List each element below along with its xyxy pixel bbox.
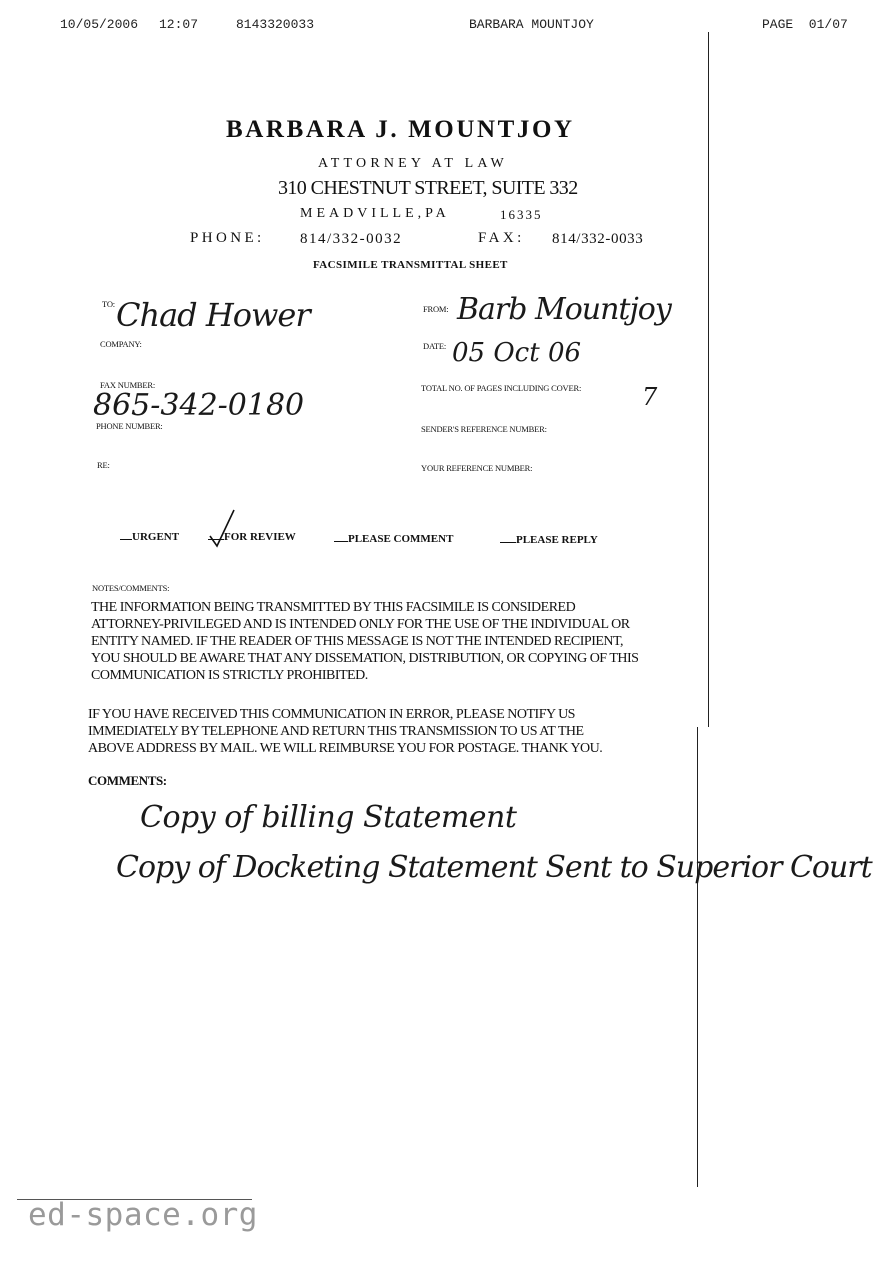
notice-line: ENTITY NAMED. IF THE READER OF THIS MESSAGE IS NOT THE INTENDED RECIPIENT, xyxy=(91,634,624,649)
for-review-label: FOR REVIEW xyxy=(224,531,296,543)
company-label: COMPANY: xyxy=(100,339,142,349)
urgent-checkbox xyxy=(120,539,132,540)
checkmark-icon xyxy=(207,508,237,548)
please-reply-option xyxy=(500,534,598,546)
from-label: FROM: xyxy=(423,304,449,314)
fax-label: FAX: xyxy=(478,230,525,246)
date-label: DATE: xyxy=(423,341,447,351)
total-pages-value: 7 xyxy=(642,383,658,411)
comment-line-2: Copy of Docketing Statement Sent to Superior Court xyxy=(116,850,872,885)
confidentiality-paragraph xyxy=(91,599,741,684)
attorney-title: ATTORNEY AT LAW xyxy=(318,156,508,171)
notice-line: IMMEDIATELY BY TELEPHONE AND RETURN THIS TRANSMISSION TO US AT THE xyxy=(88,724,584,739)
comment-line-1: Copy of billing Statement xyxy=(140,800,517,835)
attorney-name: BARBARA J. MOUNTJOY xyxy=(226,116,575,143)
fax-number-letterhead: 814/332-0033 xyxy=(552,231,644,247)
notice-line: YOU SHOULD BE AWARE THAT ANY DISSEMATION, DISTRIBUTION, OR COPYING OF THIS xyxy=(91,651,639,666)
re-label: RE: xyxy=(97,460,110,470)
from-value: Barb Mountjoy xyxy=(457,292,671,327)
please-reply-label: PLEASE REPLY xyxy=(516,534,598,546)
fax-time: 12:07 xyxy=(159,17,199,32)
error-notice-paragraph xyxy=(88,706,738,757)
phone-label: PHONE: xyxy=(190,230,265,246)
sender-reference-label: SENDER'S REFERENCE NUMBER: xyxy=(421,424,547,434)
notes-label: NOTES/COMMENTS: xyxy=(92,583,170,593)
please-reply-checkbox xyxy=(500,542,516,543)
please-comment-option xyxy=(334,533,453,545)
your-reference-label: YOUR REFERENCE NUMBER: xyxy=(421,463,533,473)
city-state: MEADVILLE,PA xyxy=(300,206,450,221)
date-value: 05 Oct 06 xyxy=(452,338,582,368)
notice-line: ABOVE ADDRESS BY MAIL. WE WILL REIMBURSE YOU FOR POSTAGE. THANK YOU. xyxy=(88,741,603,756)
zip-code: 16335 xyxy=(500,207,543,222)
notice-line: THE INFORMATION BEING TRANSMITTED BY THIS FACSIMILE IS CONSIDERED xyxy=(91,600,576,615)
fax-sender: BARBARA MOUNTJOY xyxy=(469,17,594,32)
notice-line: ATTORNEY-PRIVILEGED AND IS INTENDED ONLY FOR THE USE OF THE INDIVIDUAL OR xyxy=(91,617,630,632)
notice-line: COMMUNICATION IS STRICTLY PROHIBITED. xyxy=(91,668,368,683)
fax-number-value: 865-342-0180 xyxy=(93,388,305,423)
comments-label: COMMENTS: xyxy=(88,773,167,788)
urgent-option xyxy=(120,531,179,543)
please-comment-checkbox xyxy=(334,541,348,542)
sheet-title: FACSIMILE TRANSMITTAL SHEET xyxy=(313,259,508,271)
to-label: TO: xyxy=(102,299,115,309)
to-value: Chad Hower xyxy=(116,296,310,334)
total-pages-label: TOTAL NO. OF PAGES INCLUDING COVER: xyxy=(421,383,582,393)
street-address: 310 CHESTNUT STREET, SUITE 332 xyxy=(278,177,578,199)
please-comment-label: PLEASE COMMENT xyxy=(348,533,454,545)
fax-date: 10/05/2006 xyxy=(60,17,139,32)
urgent-label: URGENT xyxy=(132,531,180,543)
fax-page: PAGE 01/07 xyxy=(762,17,848,32)
fax-number-label: FAX NUMBER: xyxy=(100,380,156,390)
phone-number: 814/332-0032 xyxy=(300,231,403,247)
scan-line xyxy=(697,727,698,1187)
watermark: ed-space.org xyxy=(28,1197,258,1233)
phone-number-label: PHONE NUMBER: xyxy=(96,421,163,431)
notice-line: IF YOU HAVE RECEIVED THIS COMMUNICATION IN ERROR, PLEASE NOTIFY US xyxy=(88,707,575,722)
fax-number: 8143320033 xyxy=(236,17,315,32)
